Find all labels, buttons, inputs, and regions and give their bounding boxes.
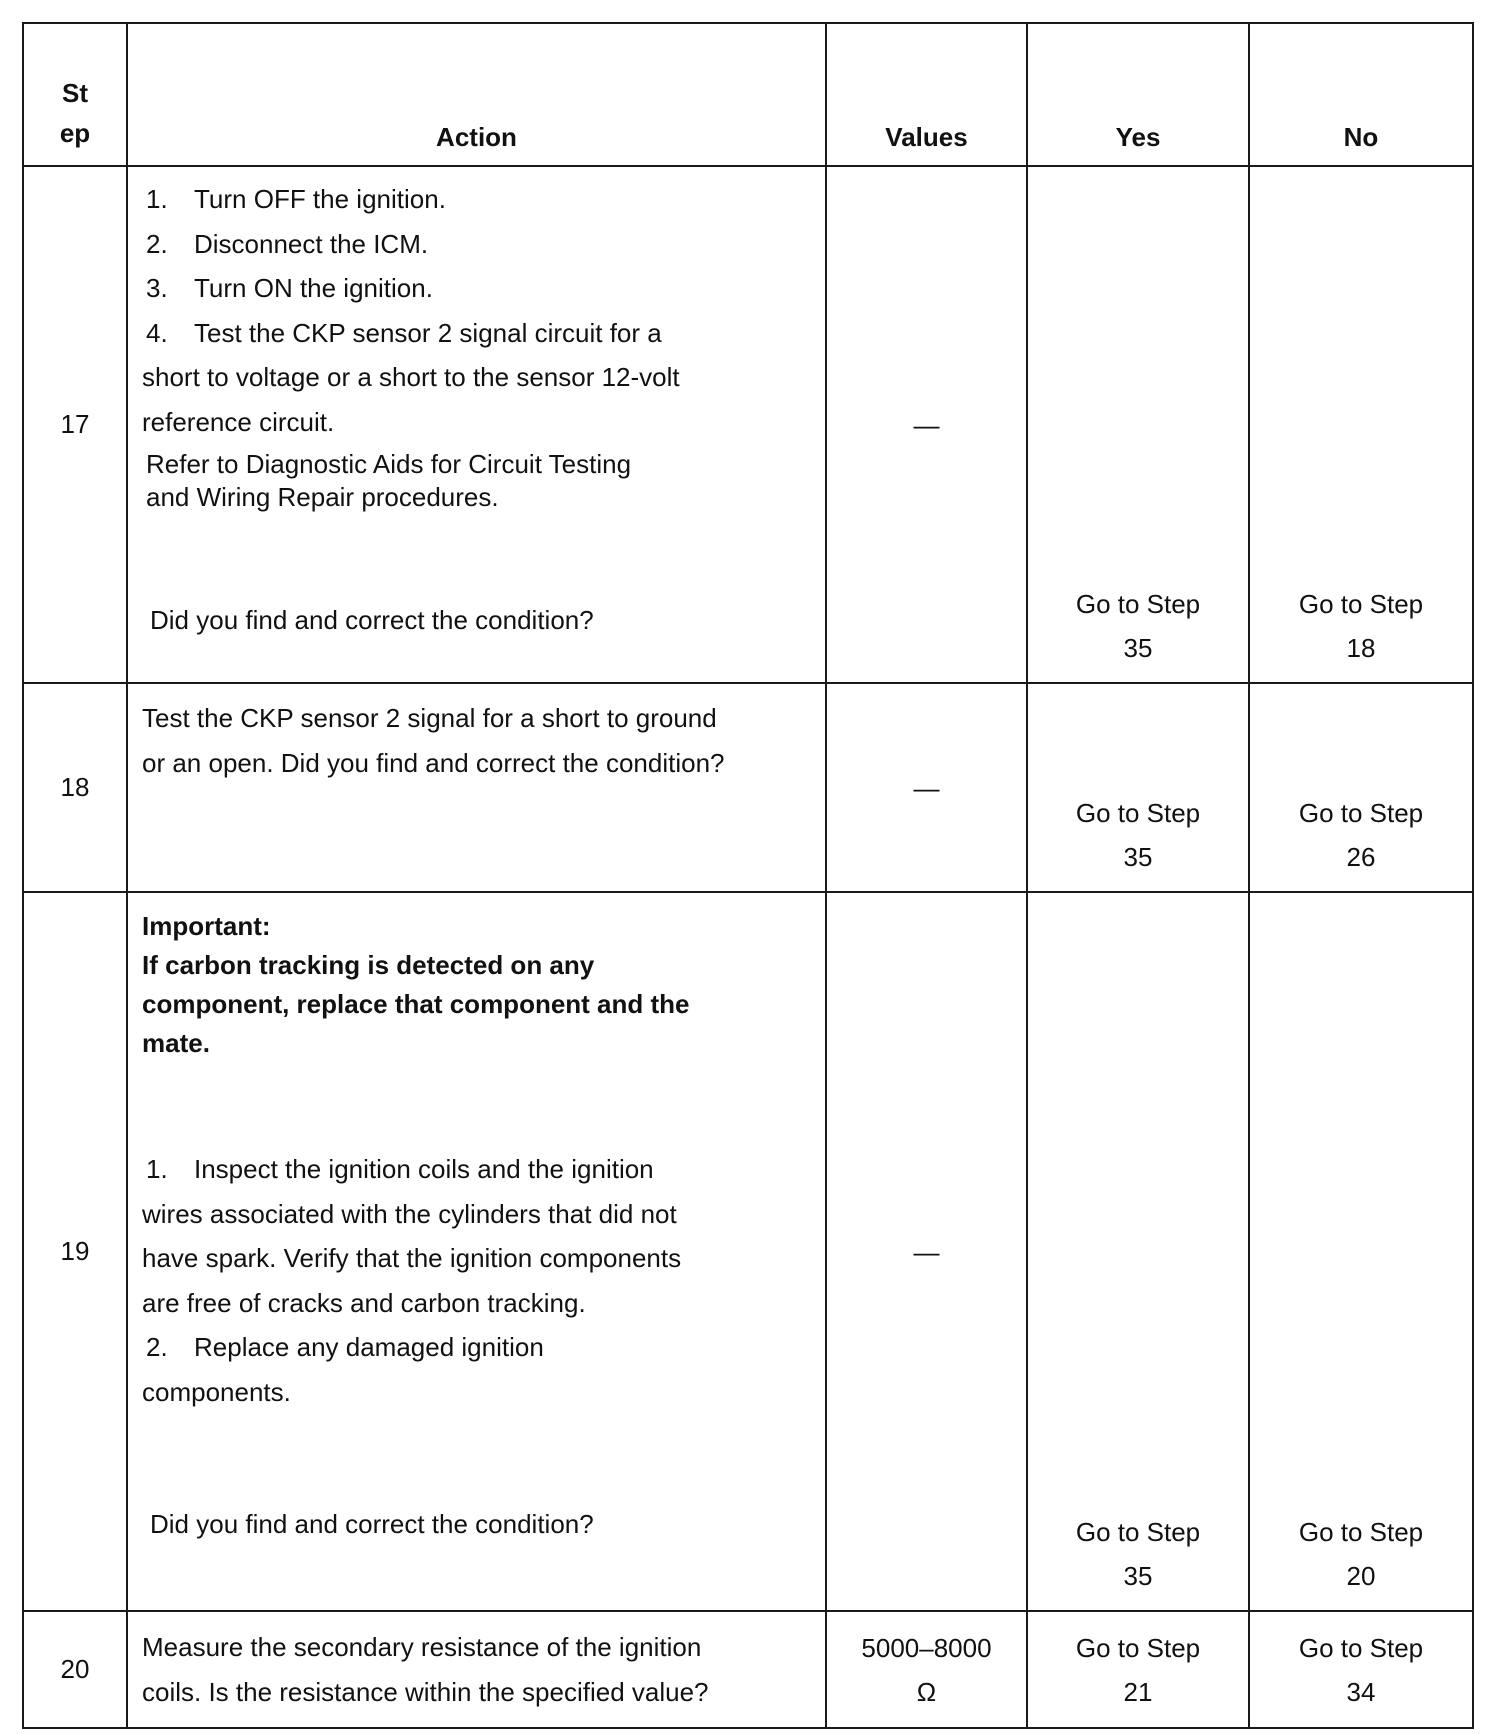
action-continuation: wires associated with the cylinders that did not xyxy=(142,1198,677,1229)
action-continuation: short to voltage or a short to the sensor 12-volt xyxy=(142,362,680,392)
no-goto-step: 34 xyxy=(1346,1676,1376,1707)
no-cell xyxy=(1249,683,1473,892)
yes-cell xyxy=(1027,166,1249,683)
item-number: 2. xyxy=(146,228,168,259)
action-question: Did you find and correct the condition? xyxy=(150,1509,594,1539)
item-number: 1. xyxy=(146,184,168,214)
item-text: Turn ON the ignition. xyxy=(194,273,433,303)
diagnostic-table xyxy=(22,22,1474,1729)
yes-goto-step: 35 xyxy=(1123,1561,1153,1591)
action-item xyxy=(142,266,809,311)
important-text: mate. xyxy=(142,1028,210,1058)
action-text: Test the CKP sensor 2 signal for a short to ground xyxy=(142,703,717,733)
action-cell xyxy=(127,166,826,683)
value-cell: — xyxy=(826,166,1027,683)
item-text: Test the CKP sensor 2 signal circuit for a xyxy=(194,317,662,348)
important-label: Important: xyxy=(142,911,271,941)
action-item xyxy=(142,222,809,267)
action-text: or an open. Did you find and correct the condition? xyxy=(142,747,725,778)
important-text: component, replace that component and the xyxy=(142,989,690,1019)
item-number: 4. xyxy=(146,317,168,348)
item-text: Turn OFF the ignition. xyxy=(194,184,446,214)
header-step-line2: ep xyxy=(59,118,91,148)
header-step xyxy=(23,23,127,166)
yes-goto-step: 35 xyxy=(1123,842,1153,872)
item-text: Inspect the ignition coils and the ignition xyxy=(194,1154,654,1184)
action-text: coils. Is the resistance within the specified value? xyxy=(142,1676,709,1707)
table-row xyxy=(23,166,1473,683)
no-goto-label: Go to Step xyxy=(1298,589,1424,619)
header-row xyxy=(23,23,1473,166)
action-item xyxy=(142,1325,809,1370)
table-row xyxy=(23,892,1473,1611)
value-range: 5000–8000 xyxy=(861,1632,992,1663)
no-cell xyxy=(1249,1611,1473,1728)
yes-cell xyxy=(1027,683,1249,892)
step-number: 18 xyxy=(23,683,127,892)
yes-goto-step: 35 xyxy=(1123,633,1153,663)
yes-cell xyxy=(1027,892,1249,1611)
table-row xyxy=(23,683,1473,892)
important-text: If carbon tracking is detected on any xyxy=(142,950,595,980)
no-goto-label: Go to Step xyxy=(1298,1517,1424,1547)
action-cell xyxy=(127,1611,826,1728)
action-item xyxy=(142,311,809,356)
reference-note: Refer to Diagnostic Aids for Circuit Testing xyxy=(146,449,632,479)
action-text: Measure the secondary resistance of the ignition xyxy=(142,1632,702,1662)
no-goto-step: 18 xyxy=(1346,633,1376,663)
yes-cell xyxy=(1027,1611,1249,1728)
value-cell xyxy=(826,1611,1027,1728)
yes-goto-label: Go to Step xyxy=(1075,798,1201,828)
header-step-line1: St xyxy=(62,78,88,108)
action-question: Did you find and correct the condition? xyxy=(150,605,594,635)
no-goto-step: 26 xyxy=(1346,842,1376,872)
value-cell: — xyxy=(826,683,1027,892)
no-goto-label: Go to Step xyxy=(1298,798,1424,828)
action-continuation: reference circuit. xyxy=(142,406,335,437)
yes-goto-label: Go to Step xyxy=(1075,589,1201,619)
header-no: No xyxy=(1249,23,1473,166)
value-cell: — xyxy=(826,892,1027,1611)
action-cell xyxy=(127,892,826,1611)
header-action: Action xyxy=(127,23,826,166)
no-goto-label: Go to Step xyxy=(1298,1632,1424,1663)
action-cell xyxy=(127,683,826,892)
action-continuation: are free of cracks and carbon tracking. xyxy=(142,1287,586,1318)
no-cell xyxy=(1249,892,1473,1611)
action-item xyxy=(142,1147,809,1192)
no-cell xyxy=(1249,166,1473,683)
step-number: 19 xyxy=(23,892,127,1611)
value-unit: Ω xyxy=(916,1676,937,1707)
step-number: 17 xyxy=(23,166,127,683)
item-number: 3. xyxy=(146,273,168,303)
action-item xyxy=(142,177,809,222)
action-continuation: components. xyxy=(142,1376,291,1407)
yes-goto-label: Go to Step xyxy=(1075,1632,1201,1663)
header-yes: Yes xyxy=(1027,23,1249,166)
yes-goto-label: Go to Step xyxy=(1075,1517,1201,1547)
item-number: 1. xyxy=(146,1154,168,1184)
header-values: Values xyxy=(826,23,1027,166)
action-continuation: have spark. Verify that the ignition components xyxy=(142,1243,682,1273)
item-number: 2. xyxy=(146,1332,168,1362)
yes-goto-step: 21 xyxy=(1123,1676,1153,1707)
no-goto-step: 20 xyxy=(1346,1561,1376,1591)
reference-note: and Wiring Repair procedures. xyxy=(146,482,499,512)
item-text: Disconnect the ICM. xyxy=(194,228,429,259)
step-number: 20 xyxy=(23,1611,127,1728)
item-text: Replace any damaged ignition xyxy=(194,1332,544,1362)
table-row xyxy=(23,1611,1473,1728)
